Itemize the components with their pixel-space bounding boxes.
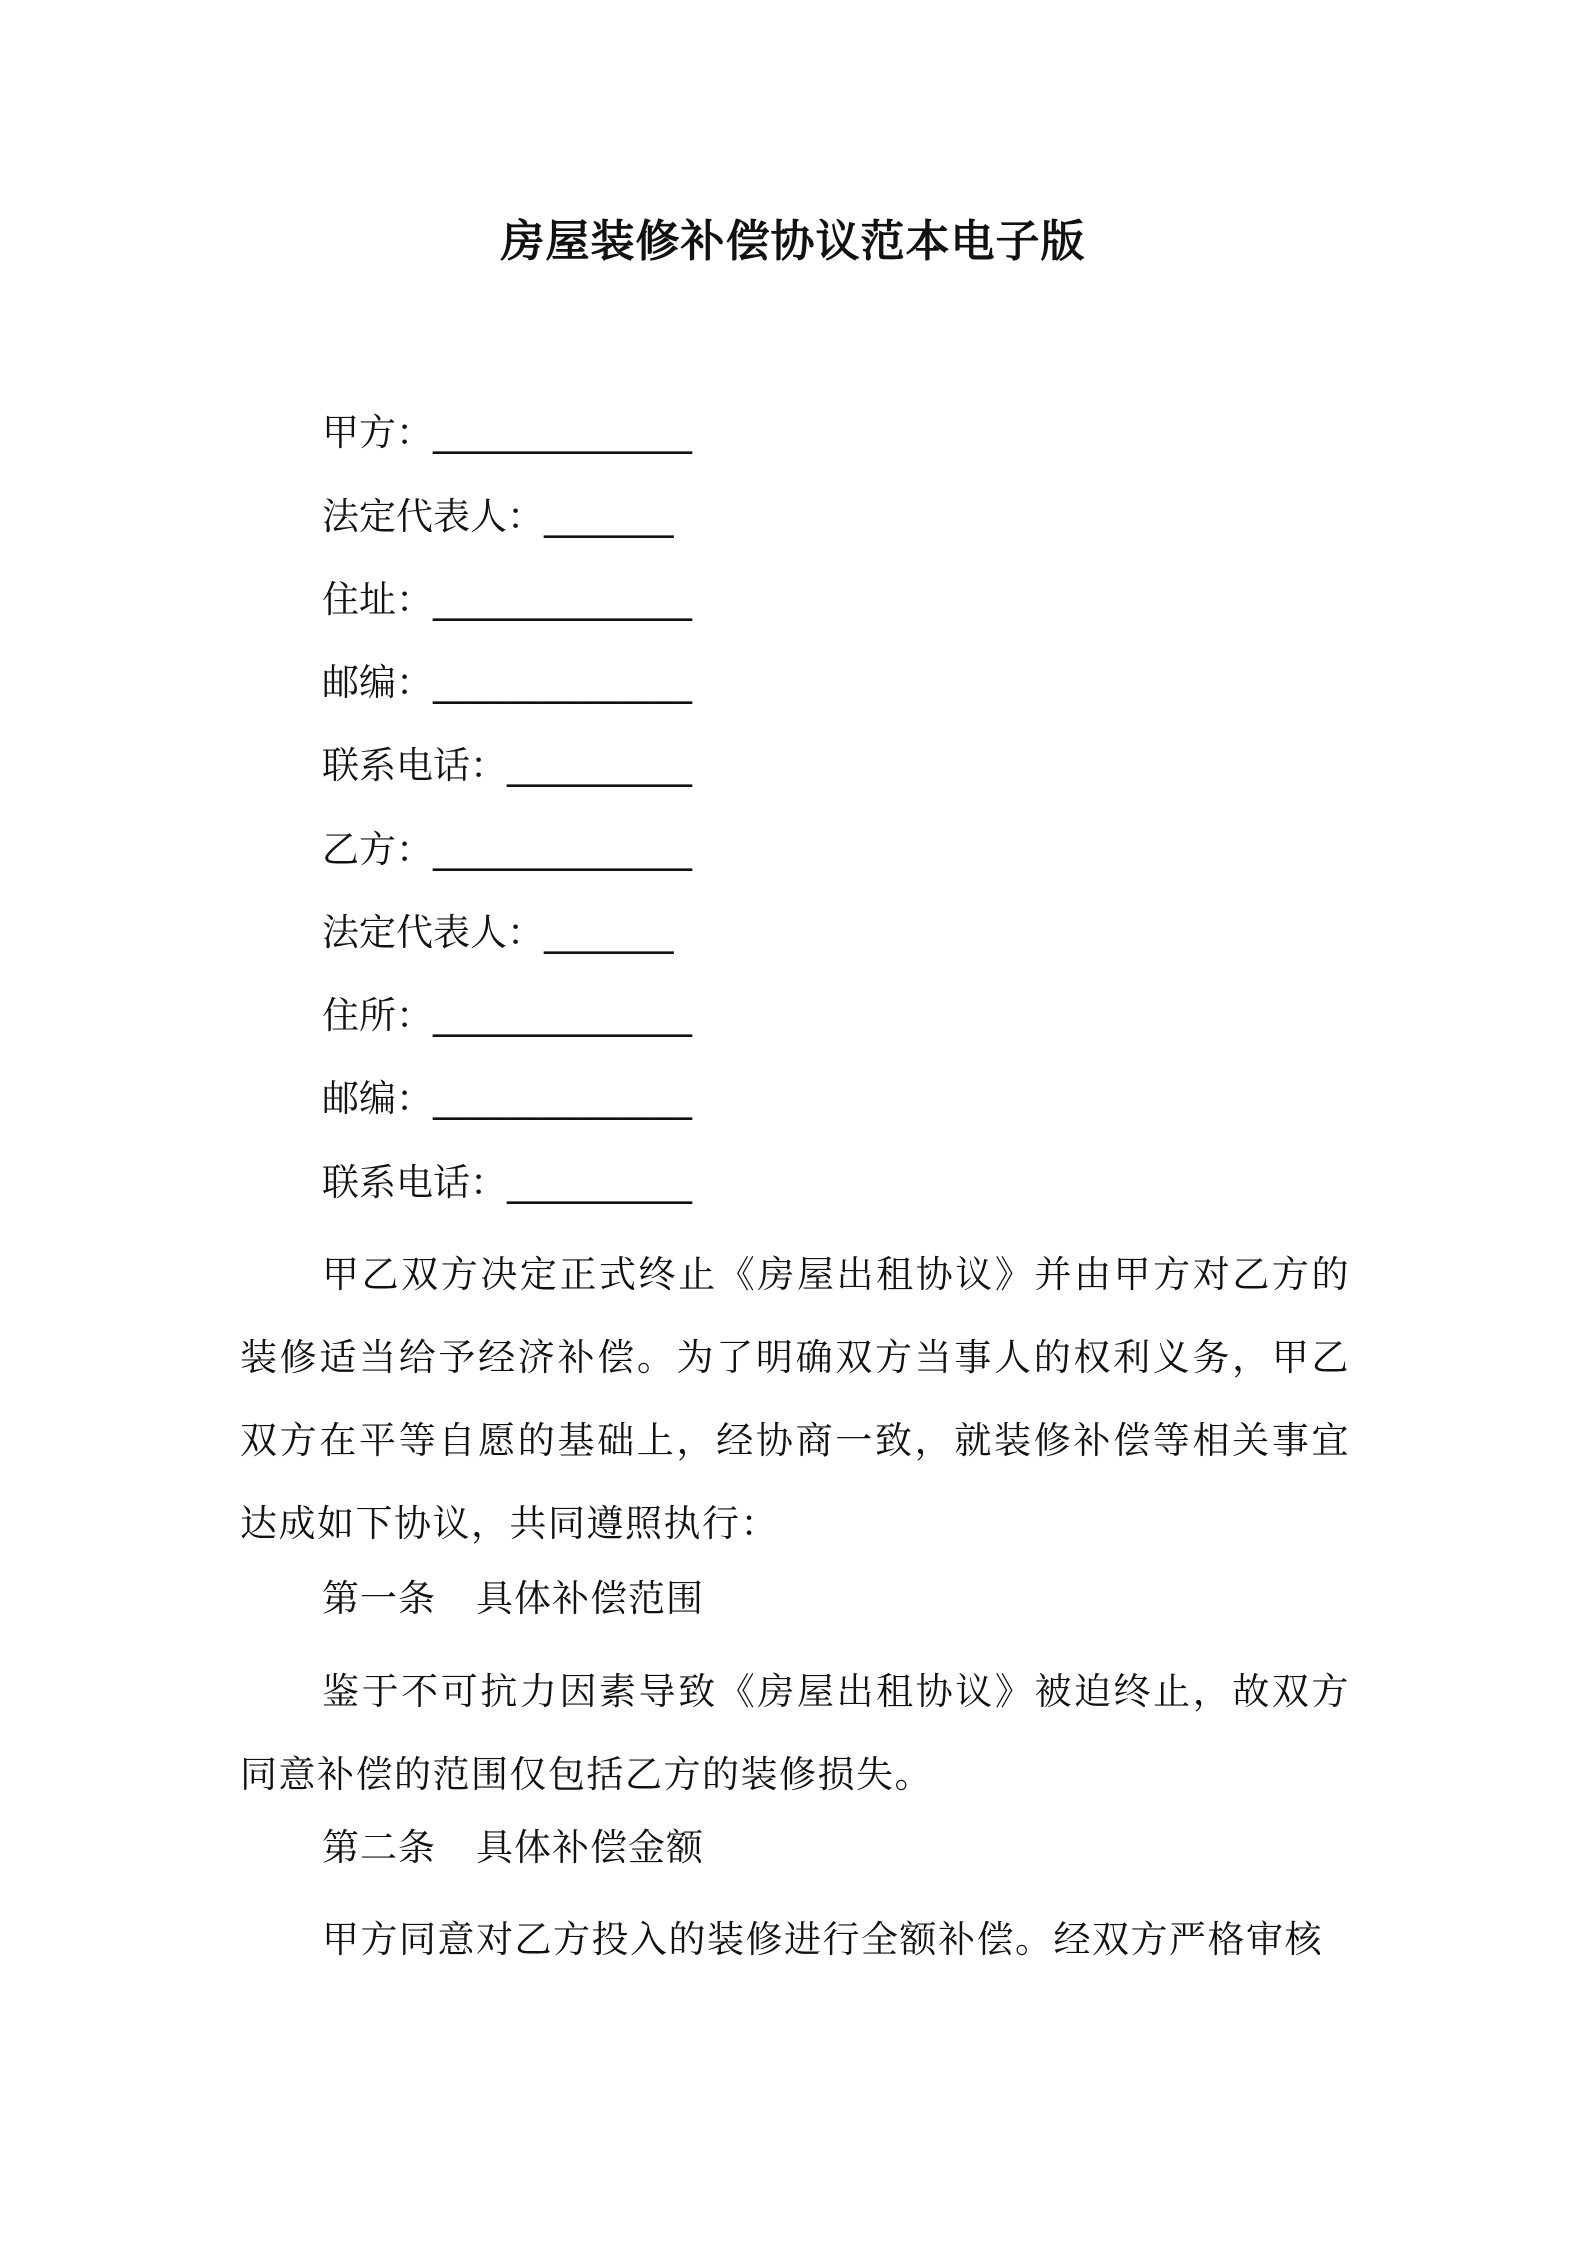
article-number: 第二条 <box>322 1826 436 1869</box>
field-blank: __________ <box>507 1161 692 1204</box>
field-blank: ______________ <box>433 1077 692 1120</box>
field-label: 联系电话： <box>322 1161 507 1204</box>
field-blank: ______________ <box>433 411 692 454</box>
article-title: 具体补偿范围 <box>476 1577 704 1620</box>
party-b-residence-field <box>322 991 692 1041</box>
party-a-address-field <box>322 575 692 625</box>
party-a-phone-field <box>322 741 692 791</box>
party-b-postcode-field <box>322 1074 692 1124</box>
field-label: 住所： <box>322 994 433 1037</box>
article-2-body: 甲方同意对乙方投入的装修进行全额补偿。经双方严格审核 <box>322 1918 1323 1961</box>
party-a-field <box>322 408 692 458</box>
field-label: 法定代表人： <box>322 495 544 538</box>
field-label: 联系电话： <box>322 744 507 787</box>
intro-paragraph: 甲乙双方决定正式终止《房屋出租协议》并由甲方对乙方的装修适当给予经济补偿。为了明确双方当事人的权利义务，甲乙双方在平等自愿的基础上，经协商一致，就装修补偿等相关事宜达成如下协议，共同遵照执行： <box>240 1253 1350 1545</box>
party-a-legal-rep-field <box>322 492 674 542</box>
article-1-heading <box>322 1574 704 1624</box>
article-1-body: 鉴于不可抗力因素导致《房屋出租协议》被迫终止，故双方同意补偿的范围仅包括乙方的装修损失。 <box>240 1670 1350 1796</box>
article-number: 第一条 <box>322 1577 436 1620</box>
party-b-legal-rep-field <box>322 908 674 958</box>
field-blank: ______________ <box>433 828 692 871</box>
party-a-postcode-field <box>322 658 692 708</box>
field-blank: ______________ <box>433 578 692 621</box>
party-b-phone-field <box>322 1158 692 1208</box>
article-2-heading <box>322 1823 704 1873</box>
field-label: 甲方： <box>322 411 433 454</box>
field-blank: ______________ <box>433 994 692 1037</box>
field-label: 法定代表人： <box>322 911 544 954</box>
field-blank: _______ <box>544 911 674 954</box>
field-blank: _______ <box>544 495 674 538</box>
field-label: 乙方： <box>322 828 433 871</box>
article-title: 具体补偿金额 <box>476 1826 704 1869</box>
field-label: 邮编： <box>322 1077 433 1120</box>
field-label: 住址： <box>322 578 433 621</box>
party-b-field <box>322 825 692 875</box>
field-blank: __________ <box>507 744 692 787</box>
field-blank: ______________ <box>433 661 692 704</box>
field-label: 邮编： <box>322 661 433 704</box>
document-title: 房屋装修补偿协议范本电子版 <box>500 216 1086 267</box>
